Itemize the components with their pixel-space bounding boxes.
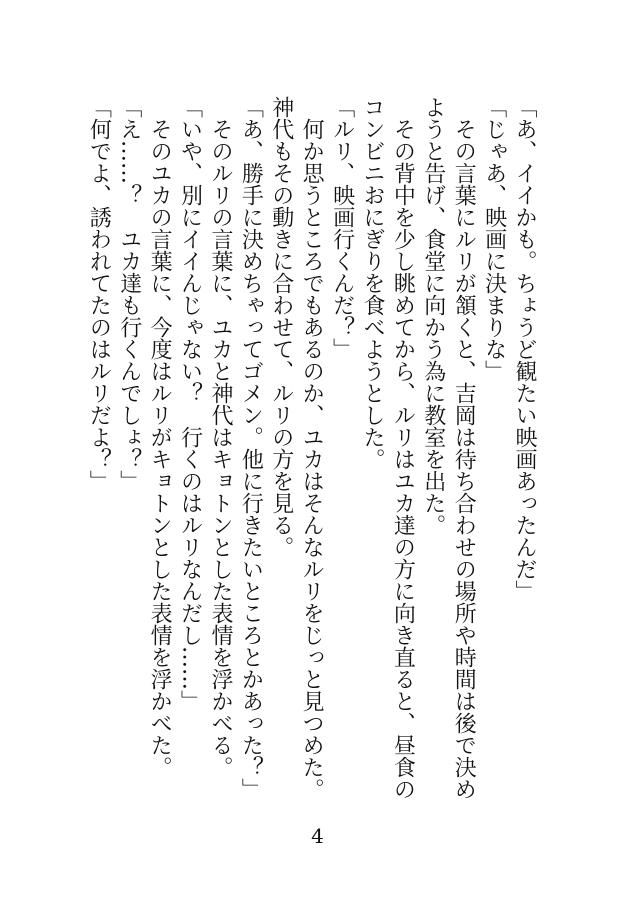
text-line: 「え……？ ユカ達も行くんでしょ？」 (116, 96, 142, 492)
text-line: ようと告げ、食堂に向かう為に教室を出た。 (420, 96, 446, 536)
text-line: 「あ、イイかも。ちょうど観たい映画あったんだ」 (512, 96, 537, 602)
vertical-text-body (83, 96, 539, 806)
text-line: 「何でよ、誘われてたのはルリだよ？」 (86, 96, 112, 492)
text-line: 「ルリ、映画行くんだ？」 (329, 96, 355, 360)
text-line: そのルリの言葉に、ユカと神代はキョトンとした表情を浮かべる。 (207, 96, 233, 778)
text-line: その言葉にルリが頷くと、吉岡は待ち合わせの場所や時間は後で決め (451, 96, 477, 800)
page-number: 4 (311, 824, 324, 848)
text-line: コンビニおにぎりを食べようとした。 (359, 96, 385, 470)
text-line: 「あ、勝手に決めちゃってゴメン。他に行きたいところとかあった？」 (238, 96, 264, 800)
text-line: 「いや、別にイイんじゃない？ 行くのはルリなんだし……」 (177, 96, 203, 712)
text-line: そのユカの言葉に、今度はルリがキョトンとした表情を浮かべた。 (147, 96, 173, 778)
text-line: その背中を少し眺めてから、ルリはユカ達の方に向き直ると、昼食の (390, 96, 416, 800)
text-line: 神代もその動きに合わせて、ルリの方を見る。 (268, 96, 294, 558)
text-line: 「じゃあ、映画に決まりな」 (481, 96, 507, 382)
text-line: 何か思うところでもあるのか、ユカはそんなルリをじっと見つめた。 (299, 96, 325, 800)
